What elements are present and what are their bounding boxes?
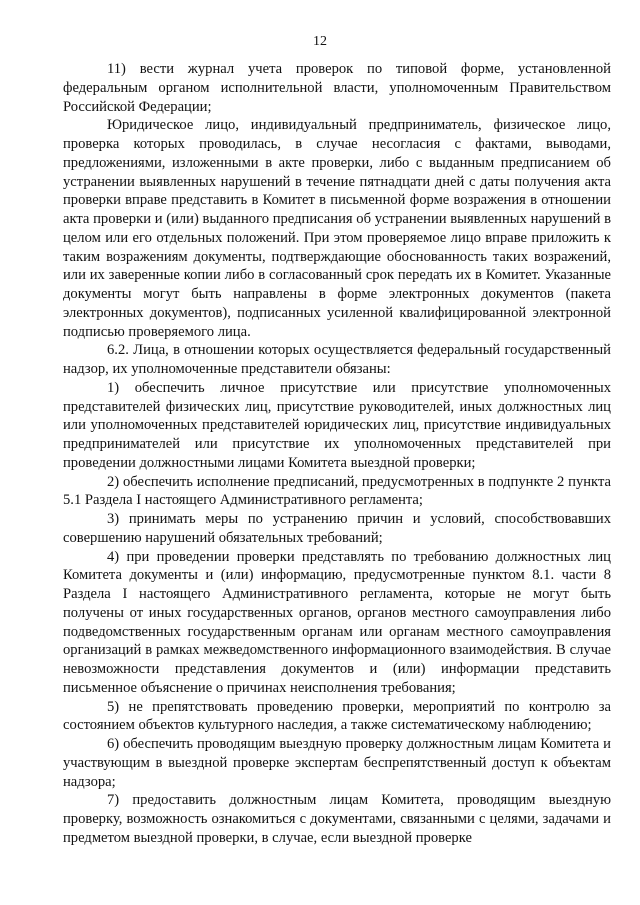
paragraph-item-1-presence: 1) обеспечить личное присутствие или присутствие уполномоченных представителей физических лиц, присутствие руководителей, иных должностных лиц или уполномоченных представителей юридических лиц, присутствие индивидуальных предпринимателей или присутствие их уполномоченных представителей при проведении должностными лицами Комитета выездной проверки;: [63, 379, 611, 471]
page-number: 12: [313, 34, 327, 49]
document-body: [63, 60, 611, 848]
paragraph-item-7-familiarization: 7) предоставить должностным лицам Комитета, проводящим выездную проверку, возможность ознакомиться с документами, связанными с целями, задачами и предметом выездной проверки, в случае, если выездной проверке: [63, 792, 611, 846]
paragraph-item-2-orders: 2) обеспечить исполнение предписаний, предусмотренных в подпункте 2 пункта 5.1 Раздела I настоящего Административного регламента;: [63, 473, 611, 509]
paragraph-item-5-no-obstruction: 5) не препятствовать проведению проверки, мероприятий по контролю за состоянием объектов культурного наследия, а также систематическому наблюдению;: [63, 698, 611, 734]
paragraph-6-2-heading: 6.2. Лица, в отношении которых осуществляется федеральный государственный надзор, их уполномоченные представители обязаны:: [63, 342, 611, 377]
paragraph-item-4-documents: 4) при проведении проверки представлять по требованию должностных лиц Комитета документы и (или) информацию, предусмотренные пунктом 8.1. части 8 Раздела I настоящего Административного регламента, которые не могут быть получены от иных государственных органов, органов местного самоуправления либо подведомственных государственным органам или органам местного самоуправления организаций в рамках межведомственного информационного взаимодействия. В случае невозможности представления документов и (или) информации представить письменное объяснение о причинах неисполнения требования;: [63, 548, 611, 696]
paragraph-item-11-journal: 11) вести журнал учета проверок по типовой форме, установленной федеральным органом исполнительной власти, уполномоченным Правительством Российской Федерации;: [63, 61, 611, 115]
paragraph-item-6-access: 6) обеспечить проводящим выездную проверку должностным лицам Комитета и участвующим в выездной проверке экспертам беспрепятственный доступ к объектам надзора;: [63, 736, 611, 790]
paragraph-item-3-measures: 3) принимать меры по устранению причин и условий, способствовавших совершению нарушений обязательных требований;: [63, 511, 611, 546]
paragraph-objections: Юридическое лицо, индивидуальный предприниматель, физическое лицо, проверка которых проводилась, в случае несогласия с фактами, выводами, предложениями, изложенными в акте проверки, либо с выданным предписанием об устранении выявленных нарушений в течение пятнадцати дней с даты получения акта проверки вправе представить в Комитет в письменной форме возражения в отношении акта проверки и (или) выданного предписания об устранении выявленных нарушений в целом или его отдельных положений. При этом проверяемое лицо вправе приложить к таким возражениям документы, подтверждающие обоснованность таких возражений, или их заверенные копии либо в согласованный срок передать их в Комитет. Указанные документы могут быть направлены в форме электронных документов (пакета электронных документов), подписанных усиленной квалифицированной электронной подписью проверяемого лица.: [63, 117, 611, 340]
